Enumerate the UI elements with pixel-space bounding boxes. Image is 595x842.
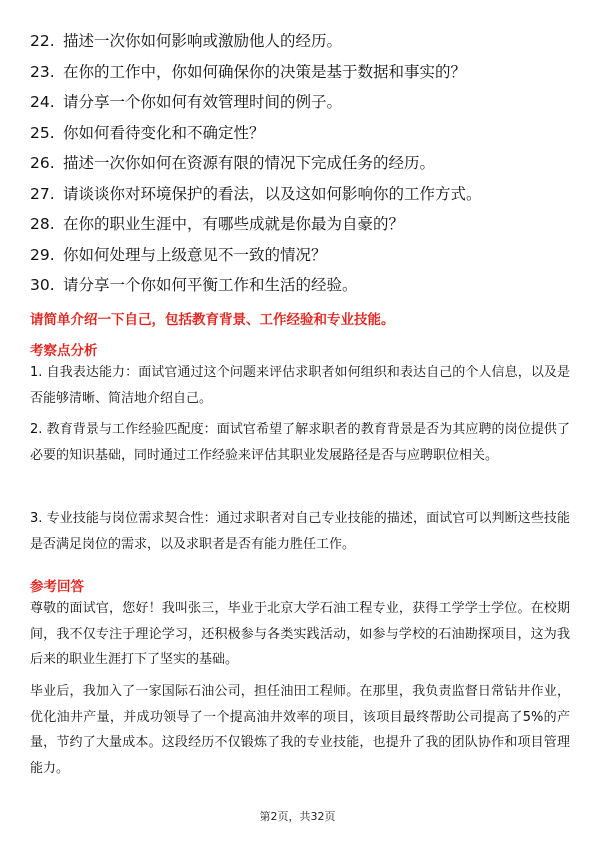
analysis-heading: 考察点分析 bbox=[30, 343, 98, 359]
question-item bbox=[30, 57, 570, 88]
question-item bbox=[30, 270, 570, 301]
question-number: 28. bbox=[30, 215, 55, 233]
question-text: 在你的工作中，你如何确保你的决策是基于数据和事实的？ bbox=[63, 62, 467, 81]
question-item bbox=[30, 87, 570, 118]
question-number: 27. bbox=[30, 184, 55, 203]
question-number: 30. bbox=[30, 276, 55, 294]
question-number: 22. bbox=[30, 32, 55, 50]
question-number: 24. bbox=[30, 93, 55, 111]
question-text: 请分享一个你如何平衡工作和生活的经验。 bbox=[63, 276, 358, 294]
answer-heading: 参考回答 bbox=[30, 579, 84, 595]
page-footer: 第2页，共32页 bbox=[259, 810, 336, 823]
answer-paragraph: 尊敬的面试官，您好！我叫张三，毕业于北京大学石油工程专业，获得工学学士学位。在校期间，我不仅专注于理论学习，还积极参与各类实践活动，如参与学校的石油勘探项目，这为我后来的职业生涯打下了坚实的基础。 bbox=[30, 601, 570, 667]
question-number: 25. bbox=[30, 123, 55, 142]
question-item bbox=[30, 209, 570, 240]
answer-paragraph: 毕业后，我加入了一家国际石油公司，担任油田工程师。在那里，我负责监督日常钻井作业，优化油井产量，并成功领导了一个提高油井效率的项目，该项目最终帮助公司提高了5%的产量，节约了大量成本。这段经历不仅锻炼了我的专业技能，也提升了我的团队协作和项目管理能力。 bbox=[30, 684, 570, 776]
question-text: 在你的职业生涯中，有哪些成就是你最为自豪的？ bbox=[63, 215, 405, 233]
question-item bbox=[30, 26, 570, 57]
question-text: 描述一次你如何在资源有限的情况下完成任务的经历。 bbox=[63, 154, 436, 172]
question-item bbox=[30, 118, 570, 149]
analysis-point: 3. 专业技能与岗位需求契合性：通过求职者对自己专业技能的描述，面试官可以判断这些技能是否满足岗位的需求，以及求职者是否有能力胜任工作。 bbox=[30, 511, 570, 552]
question-text: 你如何处理与上级意见不一致的情况？ bbox=[63, 245, 327, 264]
question-item bbox=[30, 179, 570, 210]
interview-question-title: 请简单介绍一下自己，包括教育背景、工作经验和专业技能。 bbox=[30, 312, 395, 328]
question-number: 29. bbox=[30, 245, 55, 264]
question-number: 26. bbox=[30, 154, 55, 172]
analysis-point: 2. 教育背景与工作经验匹配度：面试官希望了解求职者的教育背景是否为其应聘的岗位提供了必要的知识基础，同时通过工作经验来评估其职业发展路径是否与应聘职位相关。 bbox=[30, 422, 570, 463]
question-item bbox=[30, 148, 570, 179]
analysis-point: 1. 自我表达能力：面试官通过这个问题来评估求职者如何组织和表达自己的个人信息，以及是否能够清晰、简洁地介绍自己。 bbox=[30, 365, 570, 406]
question-text: 请谈谈你对环境保护的看法，以及这如何影响你的工作方式。 bbox=[63, 184, 482, 203]
question-text: 请分享一个你如何有效管理时间的例子。 bbox=[63, 93, 343, 111]
question-text: 描述一次你如何影响或激励他人的经历。 bbox=[63, 32, 343, 50]
question-list bbox=[30, 26, 570, 301]
question-number: 23. bbox=[30, 62, 55, 81]
question-text: 你如何看待变化和不确定性？ bbox=[63, 123, 265, 142]
question-item bbox=[30, 240, 570, 271]
